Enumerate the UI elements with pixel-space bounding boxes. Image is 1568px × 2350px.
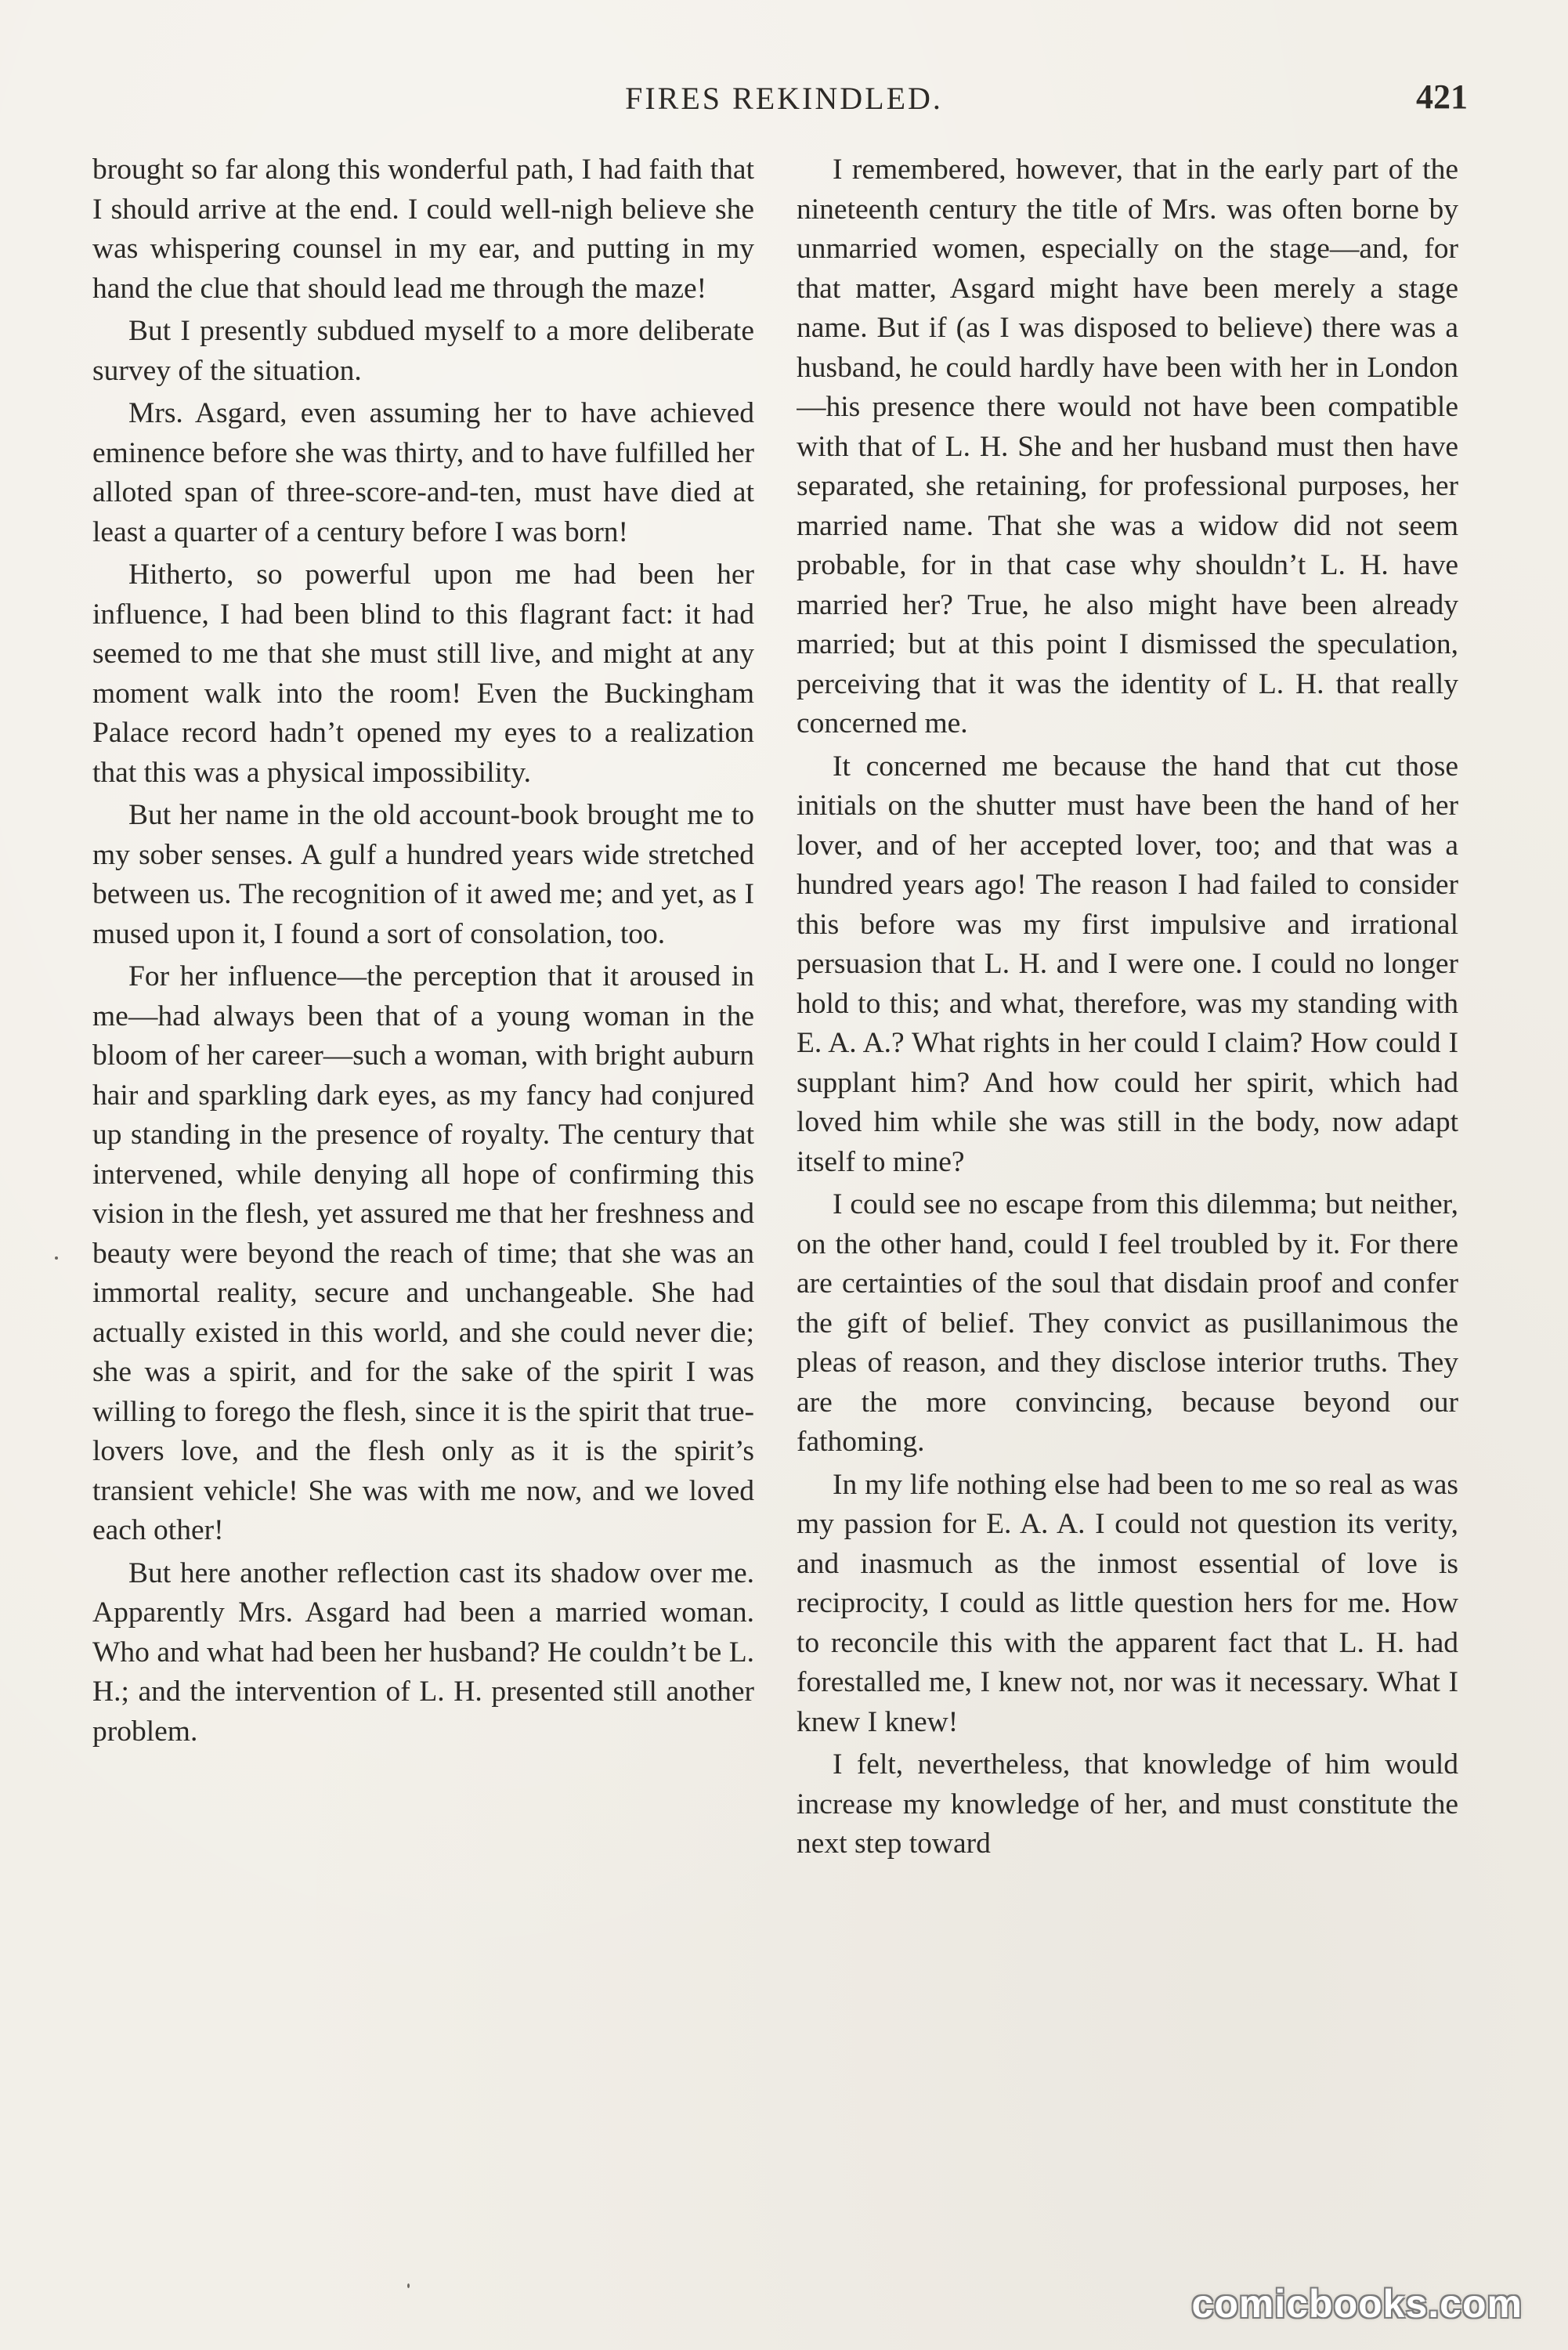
paragraph: I remembered, however, that in the early part of the nineteenth century the title of Mrs. was often borne by unmarried women, especially on the stage—and, for that matter, Asgard might have been merely a stage name. But if (as I was disposed to believe) there was a husband, he could hardly have been with her in London—his presence there would not have been compatible with that of L. H. She and her husband must then have separated, she retaining, for professional purposes, her married name. That she was a widow did not seem probable, for in that case why shouldn’t L. H. have married her? True, he also might have been already married; but at this point I dismissed the speculation, perceiving that it was the identity of L. H. that really concerned me.: [797, 154, 1458, 739]
paragraph: Hitherto, so powerful upon me had been her influence, I had been blind to this flagrant fact: it had seemed to me that she must still live, and might at any moment walk into the room! Even the Buckingham Palace record hadn’t opened my eyes to a realization that this was a physical impossibility.: [92, 559, 754, 789]
paragraph: It concerned me because the hand that cut those initials on the shutter must have been the hand of her lover, and of her accepted lover, too; and that was a hundred years ago! The reason I had failed to consider this before was my first impulsive and irrational persuasion that L. H. and I were one. I could no longer hold to this; and what, therefore, was my standing with E. A. A.? What rights in her could I claim? How could I supplant him? And how could her spirit, which had loved him while she was still in the body, now adapt itself to mine?: [797, 750, 1458, 1178]
running-title: FIRES REKINDLED.: [625, 81, 943, 116]
paragraph: But here another reflection cast its shadow over me. Apparently Mrs. Asgard had been a married woman. Who and what had been her husband? He couldn’t be L. H.; and the intervention of L. H. presented still another problem.: [92, 1556, 754, 1748]
paragraph: Mrs. Asgard, even assuming her to have achieved eminence before she was thirty, and to have fulfilled her alloted span of three-score-and-ten, must have died at least a quarter of a century before I was born!: [92, 397, 754, 548]
watermark-logo: comicbooks.com: [1191, 2282, 1523, 2326]
paragraph: I felt, nevertheless, that knowledge of him would increase my knowledge of her, and must constitute the next step toward: [797, 1748, 1458, 1860]
page-number: 421: [1416, 78, 1468, 116]
paragraph: In my life nothing else had been to me so real as was my passion for E. A. A. I could not question its verity, and inasmuch as the inmost essential of love is reciprocity, I could as little question hers for me. How to reconcile this with the apparent fact that L. H. had forestalled me, I knew not, nor was it necessary. What I knew I knew!: [797, 1468, 1458, 1738]
paper-speck: [55, 1256, 58, 1260]
paragraph: I could see no escape from this dilemma; but neither, on the other hand, could I feel troubled by it. For there are certainties of the soul that disdain proof and confer the gift of belief. They convict as pusillanimous the pleas of reason, and they disclose interior truths. They are the more convincing, because beyond our fathoming.: [797, 1188, 1458, 1458]
right-column: [797, 150, 1458, 2258]
paragraph: But her name in the old account-book brought me to my sober senses. A gulf a hundred years wide stretched between us. The recognition of it awed me; and yet, as I mused upon it, I found a sort of consolation, too.: [92, 799, 754, 950]
paper-speck: [407, 2283, 410, 2288]
left-column: [92, 150, 754, 2258]
paragraph: But I presently subdued myself to a more deliberate survey of the situation.: [92, 315, 754, 387]
paragraph: For her influence—the perception that it aroused in me—had always been that of a young woman in the bloom of her career—such a woman, with bright auburn hair and sparkling dark eyes, as my fancy had conjured up standing in the presence of royalty. The century that intervened, while denying all hope of confirming this vision in the flesh, yet assured me that her freshness and beauty were beyond the reach of time; that she was an immortal reality, secure and unchangeable. She had actually existed in this world, and she could never die; she was a spirit, and for the sake of the spirit I was willing to forego the flesh, since it is the spirit that true-lovers love, and the flesh only as it is the spirit’s transient vehicle! She was with me now, and we loved each other!: [92, 960, 754, 1546]
paragraph: brought so far along this wonderful path, I had faith that I should arrive at the end. I could well-nigh believe she was whispering counsel in my ear, and putting in my hand the clue that should lead me through the maze!: [92, 154, 754, 305]
